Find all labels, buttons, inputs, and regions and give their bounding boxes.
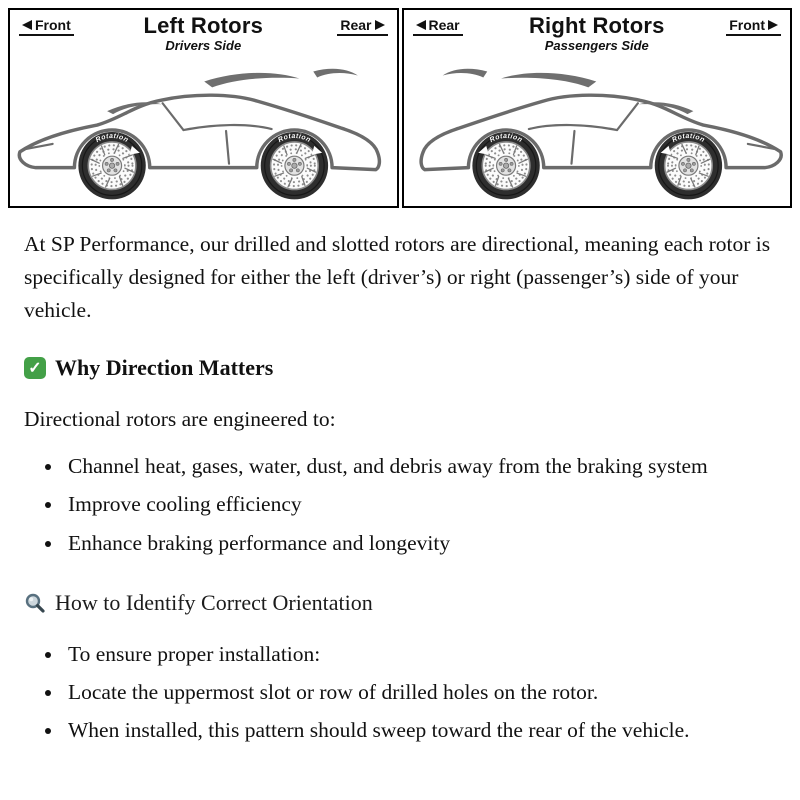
direction-label-text: Front bbox=[729, 17, 765, 33]
lead-paragraph: Directional rotors are engineered to: bbox=[24, 407, 336, 432]
rotation-label: Rotation bbox=[670, 132, 706, 145]
direction-label-text: Front bbox=[35, 17, 71, 33]
left-panel-header bbox=[10, 10, 397, 56]
direction-label-text: Rear bbox=[340, 17, 372, 33]
left-panel-titles bbox=[10, 13, 397, 53]
intro-paragraph: At SP Performance, our drilled and slotted rotors are directional, meaning each rotor is specifically designed for either the left (driver’s) or right (passenger’s) side of your vehicle. bbox=[24, 232, 771, 323]
rotor-direction-diagram bbox=[8, 8, 792, 208]
list-item: • Channel heat, gases, water, dust, and debris away from the braking system bbox=[64, 450, 772, 483]
panel-title: Right Rotors bbox=[528, 13, 665, 38]
orientation-steps-list bbox=[24, 638, 772, 747]
check-icon: ✓ bbox=[24, 357, 46, 379]
direction-label-text: Rear bbox=[428, 17, 460, 33]
rotation-label: Rotation bbox=[488, 132, 523, 145]
list-item: • Improve cooling efficiency bbox=[64, 488, 772, 521]
panel-title: Left Rotors bbox=[143, 13, 264, 38]
rotation-label: Rotation bbox=[94, 132, 130, 145]
left-rotors-panel bbox=[8, 8, 399, 208]
rotation-label: Rotation bbox=[277, 132, 312, 145]
right-rotors-panel bbox=[402, 8, 793, 208]
article-content bbox=[0, 208, 800, 747]
magnifier-icon bbox=[24, 592, 46, 614]
list-item: • Enhance braking performance and longevity bbox=[64, 527, 772, 560]
car-illustration-passengers-side bbox=[404, 56, 791, 206]
direction-benefits-list bbox=[24, 450, 772, 559]
panel-subtitle: Drivers Side bbox=[165, 38, 242, 53]
list-item: • When installed, this pattern should sweep toward the rear of the vehicle. bbox=[64, 714, 772, 747]
car-illustration-drivers-side bbox=[10, 56, 397, 206]
list-item: • Locate the uppermost slot or row of drilled holes on the rotor. bbox=[64, 676, 772, 709]
list-item: • To ensure proper installation: bbox=[64, 638, 772, 671]
right-panel-titles bbox=[404, 13, 791, 53]
right-panel-header bbox=[404, 10, 791, 56]
heading-text: How to Identify Correct Orientation bbox=[55, 589, 373, 615]
heading-text: Why Direction Matters bbox=[55, 355, 274, 381]
heading-identify-orientation bbox=[24, 586, 772, 620]
heading-why-direction-matters bbox=[24, 351, 772, 385]
panel-subtitle: Passengers Side bbox=[544, 38, 649, 53]
